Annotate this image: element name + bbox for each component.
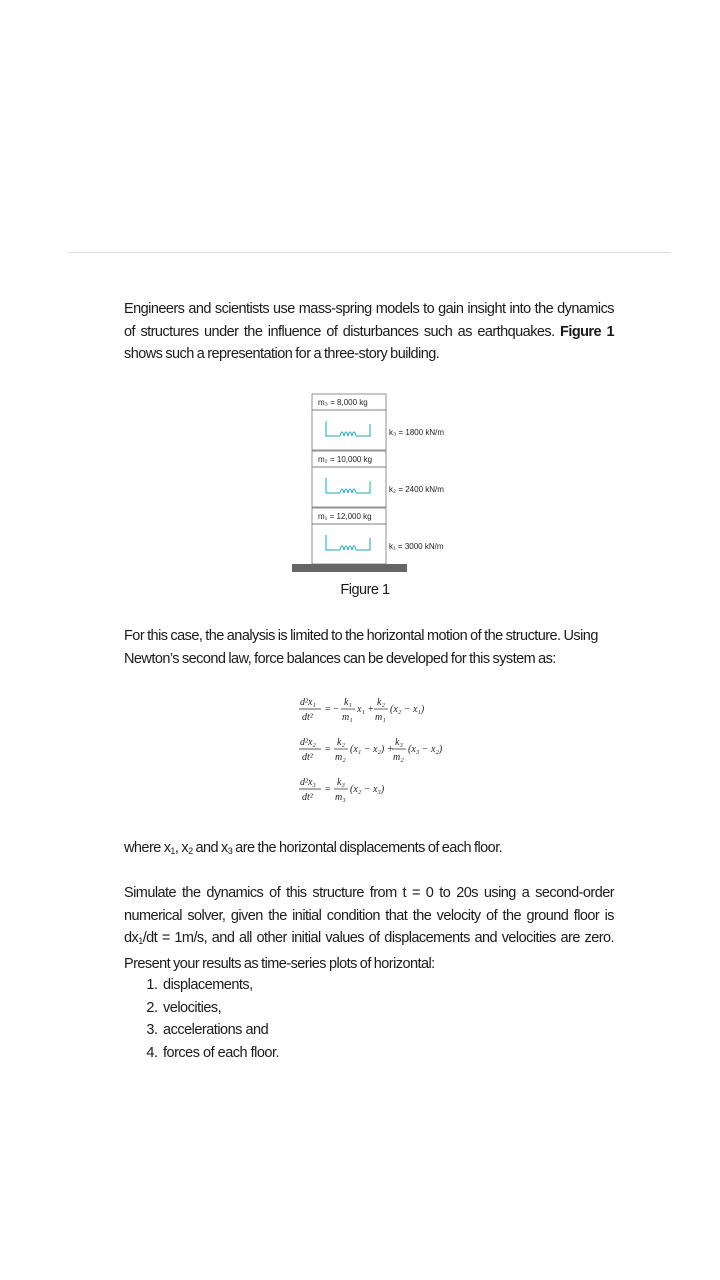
- disp-sub-3: 3: [227, 846, 233, 856]
- list-item: 4. forces of each floor.: [161, 1042, 279, 1065]
- svg-text:(x₂ − x₃): (x₂ − x₃): [350, 784, 385, 795]
- floor-1-spring-label: k₁ = 3000 kN/m: [389, 542, 444, 551]
- svg-text:dt²: dt²: [302, 712, 313, 723]
- divider-line: [68, 252, 670, 253]
- svg-text:dt²: dt²: [302, 792, 313, 803]
- disp-text-2: , x: [174, 840, 189, 856]
- svg-text:m₂: m₂: [393, 752, 404, 763]
- list-item: 3. accelerations and: [161, 1019, 279, 1042]
- list-item: 2. velocities,: [161, 997, 279, 1020]
- floor-3: [312, 394, 444, 450]
- equation-2: [299, 737, 443, 763]
- svg-text:d²x₂: d²x₂: [300, 737, 316, 748]
- svg-text:m₂: m₂: [335, 752, 346, 763]
- floor-2: [312, 451, 444, 507]
- svg-text:m₁: m₁: [375, 712, 386, 723]
- svg-text:=: =: [325, 744, 331, 755]
- displacement-paragraph: [124, 837, 614, 863]
- floor-2-mass-label: m₂ = 10,000 kg: [318, 455, 373, 464]
- ground-base: [292, 564, 407, 572]
- intro-text-end: shows such a representation for a three-story building.: [124, 346, 440, 362]
- floor-1: [312, 508, 444, 564]
- floor-1-mass-label: m₁ = 12,000 kg: [318, 512, 372, 521]
- simulate-text-1: Simulate the dynamics of this structure from t = 0 to 20s using a second-order numerical solver, given the initial condition that the velocity of the ground floor is dx: [124, 885, 614, 946]
- intro-text: Engineers and scientists use mass-spring models to gain insight into the dynamics of structures under the influence of disturbances such as earthquakes.: [124, 301, 614, 340]
- figure-caption: Figure 1: [340, 582, 390, 598]
- force-balance-equations: [295, 692, 495, 812]
- floor-3-spring-label: k₃ = 1800 kN/m: [389, 428, 445, 437]
- svg-text:x₁ +: x₁ +: [357, 704, 375, 715]
- simulate-sub: 1: [138, 936, 143, 946]
- svg-text:k₃: k₃: [337, 777, 345, 788]
- results-list: [124, 974, 279, 1064]
- analysis-paragraph: For this case, the analysis is limited to the horizontal motion of the structure. Using Newton’s second law, force balances can be developed for this system as:: [124, 628, 598, 667]
- list-item: 1. displacements,: [161, 974, 279, 997]
- svg-text:k₂: k₂: [337, 737, 345, 748]
- svg-text:m₁: m₁: [342, 712, 353, 723]
- simulate-paragraph: [124, 882, 614, 975]
- disp-text-3: and x: [192, 840, 228, 856]
- simulate-text-2: /dt = 1m/s, and all other initial values of displacements and velocities are zero. Present your results as time-series plots of horizontal:: [124, 930, 614, 972]
- intro-paragraph: [124, 298, 614, 366]
- svg-text:d²x₁: d²x₁: [300, 697, 316, 708]
- svg-text:(x₃ − x₂): (x₃ − x₂): [408, 744, 443, 755]
- svg-text:m₃: m₃: [335, 792, 346, 803]
- disp-sub-2: 2: [188, 846, 193, 856]
- svg-text:(x₁ − x₂) +: (x₁ − x₂) +: [350, 744, 394, 755]
- disp-text-1: where x: [124, 840, 171, 856]
- svg-text:(x₂ − x₁): (x₂ − x₁): [390, 704, 425, 715]
- equation-1: [299, 697, 425, 723]
- svg-text:k₃: k₃: [395, 737, 403, 748]
- svg-text:k₂: k₂: [377, 697, 385, 708]
- disp-text-4: are the horizontal displacements of each floor.: [232, 840, 503, 856]
- figure-reference: Figure 1: [560, 323, 614, 340]
- floor-2-spring-label: k₂ = 2400 kN/m: [389, 485, 444, 494]
- svg-text:d²x₃: d²x₃: [300, 777, 316, 788]
- svg-text:dt²: dt²: [302, 752, 313, 763]
- svg-text:=: =: [325, 784, 331, 795]
- svg-text:k₁: k₁: [344, 697, 352, 708]
- svg-text:= −: = −: [325, 704, 339, 715]
- equation-3: [299, 777, 385, 803]
- floor-3-mass-label: m₃ = 8,000 kg: [318, 398, 368, 407]
- disp-sub-1: 1: [170, 846, 175, 856]
- mass-spring-figure: [290, 392, 445, 572]
